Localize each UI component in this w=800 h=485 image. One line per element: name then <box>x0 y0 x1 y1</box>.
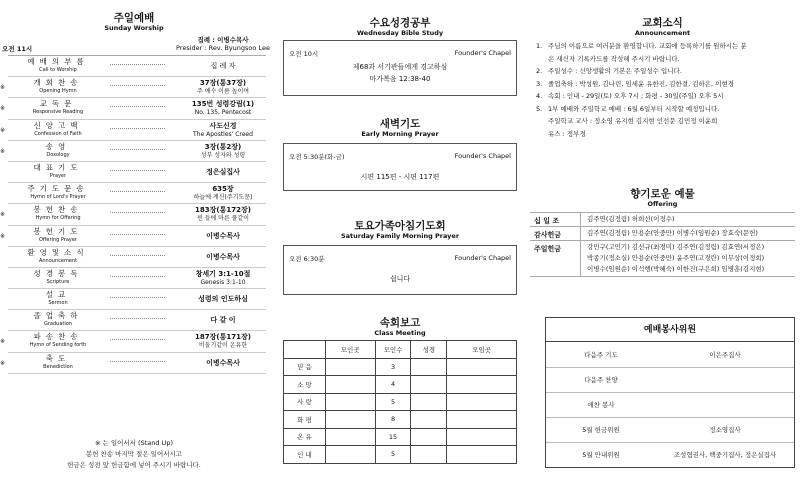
item-name-en: Hymn of Sending forth <box>29 342 87 349</box>
bible-cell <box>411 358 447 376</box>
worship-item <box>8 268 266 289</box>
dotted-leader <box>110 64 165 65</box>
item-name-en: Prayer <box>49 172 67 179</box>
offering-names: 김주연(김정림) 안용순(안중만) 이병수(임원순) 장효숙(문헌) <box>587 229 758 237</box>
item-detail: 빈 들에 마른 풀같이 <box>196 215 250 223</box>
stand-marker: ※ <box>0 211 6 219</box>
table-row <box>284 358 517 376</box>
table-row <box>284 428 517 446</box>
offering-row <box>530 241 795 277</box>
news-text: 속회 : 인내 - 29일(토) 오후 7시 ; 화평 - 30일(주일) 오후 5시 <box>548 92 724 100</box>
stand-marker: ※ <box>0 359 6 367</box>
offering-subtitle: Offering <box>647 200 678 208</box>
count-cell: 3 <box>375 358 411 376</box>
item-name-ko: 예배의부름 <box>27 57 89 66</box>
item-value: 이병수목사 <box>206 252 240 261</box>
worship-item <box>0 141 266 162</box>
dawn-time: 오전 5:30분(화-금) <box>289 153 345 161</box>
meeting-header-cell: 모인곳 <box>325 341 375 359</box>
item-value: 집 례 자 <box>210 62 236 70</box>
dawn-subtitle: Early Morning Prayer <box>361 130 439 138</box>
item-name-en: Call to Worship <box>39 67 77 73</box>
offering-row <box>530 213 795 227</box>
wednesday-time: 오전 10시 <box>289 50 319 58</box>
class-name: 믿 음 <box>284 358 326 376</box>
stand-marker: ※ <box>0 126 6 134</box>
item-value: 창세기 3:1-10절 <box>195 269 251 278</box>
item-name-ko: 파송찬송 <box>33 332 83 342</box>
bible-cell <box>411 428 447 446</box>
duty-name: 다음주 찬양 <box>546 367 656 392</box>
table-row <box>546 442 794 467</box>
bible-cell <box>411 446 447 464</box>
table-row <box>284 393 517 411</box>
item-name-en: Announcement <box>38 257 78 264</box>
place-cell <box>325 411 375 429</box>
item-name-en: Benediction <box>43 363 73 370</box>
dotted-leader <box>110 255 165 256</box>
place-cell <box>325 393 375 411</box>
item-name-ko: 주기도문송 <box>27 184 89 194</box>
place-cell <box>325 358 375 376</box>
offering-note: 봉헌 찬송 마지막 절은 일어서시고 <box>85 450 183 458</box>
item-name-en: Scripture <box>46 278 70 285</box>
stand-up-note: ※ 는 일어서서 (Stand Up) <box>95 439 173 447</box>
dotted-leader <box>110 318 165 319</box>
location-cell <box>447 411 517 429</box>
item-detail: Genesis 3:1-10 <box>200 278 246 286</box>
item-value: 3장(통2장) <box>204 142 242 151</box>
table-row <box>284 446 517 464</box>
item-detail: The Apostles' Creed <box>193 130 253 138</box>
meeting-header-cell: 성경 <box>411 341 447 359</box>
class-name: 인 내 <box>284 446 326 464</box>
presider-en: Presider : Rev. Byungsoo Lee <box>176 44 270 52</box>
worship-item <box>8 162 266 183</box>
item-value: 187장(통171장) <box>195 333 251 342</box>
news-item <box>536 90 794 103</box>
offering-names: 이병수(임원순) 이석행(박혜숙) 이한건(구은희) 임병훈(김지현) <box>587 265 765 273</box>
duty-name: 애찬 봉사 <box>546 392 656 417</box>
worship-item <box>8 310 266 331</box>
item-name-en: Sermon <box>48 300 68 307</box>
item-value: 135번 성령강림(1) <box>191 100 255 109</box>
class-meeting-table <box>283 340 517 464</box>
worship-item <box>0 353 266 374</box>
item-name-en: Doxology <box>46 151 70 158</box>
table-row <box>284 411 517 429</box>
item-name-en: Hymn for Offering <box>35 215 81 222</box>
table-row <box>546 367 794 392</box>
wednesday-subtitle: Wednesday Bible Study <box>356 29 444 37</box>
item-detail: 주 예수 이름 높이여 <box>196 88 250 96</box>
item-name-ko: 대표기도 <box>33 162 83 172</box>
stand-marker: ※ <box>0 105 6 113</box>
news-number: 3. <box>536 79 543 88</box>
item-detail: 비둘기같이 온유한 <box>198 342 248 350</box>
item-detail: 하늘에 계신(주기도문) <box>193 194 253 202</box>
meeting-header-cell: 모임곳 <box>447 341 517 359</box>
offering-box-note: 헌금은 성전 앞 헌금함에 넣어 주시기 바랍니다. <box>67 461 201 469</box>
news-text: 주님의 이름으로 여러분을 환영합니다. 교회에 등록하기를 원하시는 분 <box>548 42 747 50</box>
item-name-ko: 개회찬송 <box>33 78 83 88</box>
count-cell: 8 <box>375 411 411 429</box>
duty-person: 조성협권사, 백중기집사, 정은실집사 <box>656 442 794 467</box>
item-value: 사도신경 <box>209 121 237 130</box>
count-cell: 5 <box>375 446 411 464</box>
item-name-en: Graduation <box>44 321 72 328</box>
saturday-place: Founder's Chapel <box>454 254 511 262</box>
item-value: 성령의 인도하심 <box>198 295 248 304</box>
stand-marker: ※ <box>0 84 6 92</box>
duty-person <box>656 367 794 392</box>
news-item <box>536 53 794 66</box>
stand-marker: ※ <box>0 338 6 346</box>
dotted-leader <box>110 234 165 235</box>
saturday-subtitle: Saturday Family Morning Prayer <box>340 232 460 240</box>
item-value: 37장(통37장) <box>199 79 247 88</box>
table-row <box>546 342 794 367</box>
item-name-ko: 송영 <box>45 141 71 151</box>
item-name-ko: 졸업축하 <box>33 311 83 321</box>
news-number: 1. <box>536 42 543 50</box>
offering-names: 김주연(김정림) 허희선(이정수) <box>587 215 675 223</box>
worship-item <box>8 247 266 268</box>
table-row <box>546 417 794 442</box>
bible-cell <box>411 411 447 429</box>
wednesday-place: Founder's Chapel <box>454 49 511 57</box>
news-subtitle: Announcement <box>634 29 691 37</box>
offering-label: 십 일 조 <box>534 217 560 225</box>
dotted-leader <box>110 149 165 150</box>
offering-row <box>530 227 795 241</box>
duty-name: 다음주 기도 <box>584 350 618 359</box>
worship-item <box>8 56 266 77</box>
worship-item <box>8 289 266 310</box>
dawn-scripture: 시편 115편 - 시편 117편 <box>360 173 440 181</box>
item-value: 이병수목사 <box>206 358 240 367</box>
item-name-en: Responsive Reading <box>32 109 84 116</box>
duty-name: 5월 안내위원 <box>546 442 656 467</box>
wednesday-scripture: 마가복음 12:38-40 <box>369 75 431 83</box>
news-item <box>536 128 794 141</box>
dotted-leader <box>110 297 165 298</box>
duty-person <box>656 392 794 417</box>
location-cell <box>447 446 517 464</box>
meeting-title: 속회보고 <box>379 317 421 329</box>
stand-marker: ※ <box>0 232 6 240</box>
place-cell <box>325 376 375 394</box>
table-row <box>284 376 517 394</box>
class-name: 화 평 <box>284 411 326 429</box>
dotted-leader <box>110 170 165 171</box>
wednesday-title: 수요성경공부 <box>369 17 431 29</box>
worship-footnote <box>0 438 268 471</box>
duty-person: 이은주집사 <box>709 350 741 359</box>
item-name-ko: 신앙고백 <box>33 120 83 130</box>
dotted-leader <box>110 212 165 213</box>
place-cell <box>325 428 375 446</box>
dotted-leader <box>110 128 165 129</box>
dotted-leader <box>110 361 165 362</box>
worship-item <box>0 98 266 119</box>
offering-list <box>530 212 795 277</box>
news-text: 은 새신자 기록카드를 작성해 주시기 바랍니다. <box>548 54 680 63</box>
meeting-header-cell: 모인수 <box>375 341 411 359</box>
location-cell <box>447 376 517 394</box>
item-value: 183장(통172장) <box>195 206 251 215</box>
bible-cell <box>411 376 447 394</box>
dawn-title: 새벽기도 <box>379 118 421 130</box>
news-number: 4. <box>536 92 543 100</box>
news-list <box>536 40 794 140</box>
count-cell: 4 <box>375 376 411 394</box>
bible-cell <box>411 393 447 411</box>
news-item <box>536 78 794 91</box>
dotted-leader <box>110 276 165 277</box>
item-detail: 성부 성자와 성령 <box>200 151 246 159</box>
news-number: 2. <box>536 67 543 75</box>
location-cell <box>447 393 517 411</box>
place-cell <box>325 446 375 464</box>
news-number: 5. <box>536 104 543 113</box>
presider-ko: 집례 : 이병수목사 <box>197 36 249 44</box>
dotted-leader <box>110 106 165 107</box>
item-name-ko: 봉헌기도 <box>33 226 83 236</box>
news-text: 주일학교 교사 : 정소영 유지현 김지현 인선문 김민정 이윤희 <box>548 117 718 125</box>
duty-name: 5월 헌금위원 <box>546 417 656 442</box>
item-name-ko: 봉헌찬송 <box>33 205 83 215</box>
worship-time: 오전 11시 <box>2 45 33 53</box>
location-cell <box>447 428 517 446</box>
news-text: 졸업축하 : 박성원, 김나린, 임세윤 유한진, 김한결, 김하은, 이현경 <box>548 79 735 88</box>
offering-names: 강민구(고민기) 김선규(최경미) 김주연(김정림) 김효연(서정은) <box>587 243 765 251</box>
item-value: 정은실집사 <box>206 167 240 176</box>
count-cell: 5 <box>375 393 411 411</box>
offering-label: 감사헌금 <box>534 231 562 239</box>
worship-title: 주일예배 <box>113 12 155 24</box>
item-detail: No. 135, Pentecost <box>194 109 252 117</box>
meeting-header-cell <box>284 341 326 359</box>
duty-person: 정소영집사 <box>656 417 794 442</box>
offering-title: 향기로운 예물 <box>630 188 695 200</box>
item-name-en: Hymn of Lord's Prayer <box>30 194 86 201</box>
worship-subtitle: Sunday Worship <box>104 24 164 32</box>
news-text: 유스 : 정부경 <box>548 129 586 138</box>
service-committee <box>545 317 795 468</box>
item-name-ko: 설교 <box>45 290 71 300</box>
news-text: 주일성수 : 신앙생활의 기본은 주일성수 입니다. <box>548 67 682 75</box>
news-item <box>536 40 794 53</box>
worship-item <box>0 120 266 141</box>
dawn-box <box>283 143 517 191</box>
news-item <box>536 103 794 116</box>
item-name-ko: 축도 <box>45 353 71 363</box>
worship-item <box>8 183 266 204</box>
news-item <box>536 115 794 128</box>
table-row <box>546 392 794 417</box>
item-name-en: Offering Prayer <box>39 236 77 243</box>
class-name: 소 망 <box>284 376 326 394</box>
worship-item <box>0 226 266 247</box>
saturday-title: 토요가족아침기도회 <box>354 220 446 232</box>
class-name: 사 랑 <box>284 393 326 411</box>
dotted-leader <box>110 85 165 86</box>
dawn-place: Founder's Chapel <box>454 152 511 160</box>
worship-item <box>0 204 266 225</box>
item-name-ko: 환영및소식 <box>27 247 89 257</box>
item-name-en: Confession of Faith <box>34 130 82 137</box>
news-title: 교회소식 <box>642 17 683 29</box>
news-item <box>536 65 794 78</box>
count-cell: 15 <box>375 428 411 446</box>
item-name-ko: 교독문 <box>39 99 77 109</box>
item-value: 635장 <box>212 185 234 194</box>
offering-label: 주일헌금 <box>534 245 562 253</box>
stand-marker: ※ <box>0 147 6 155</box>
saturday-box <box>283 245 517 295</box>
item-value: 다 같 이 <box>210 316 236 325</box>
item-value: 이병수목사 <box>206 231 240 240</box>
wednesday-lesson: 제68과 서기관들에게 경고하심 <box>352 63 448 71</box>
offering-names: 박종기(정소실) 안용순(안중만) 윤주연(고경란) 이무상(이정희) <box>587 254 765 262</box>
order-of-worship <box>0 55 266 374</box>
location-cell <box>447 358 517 376</box>
class-name: 온 유 <box>284 428 326 446</box>
item-name-en: Opening Hymn <box>39 88 77 95</box>
item-name-ko: 성경봉독 <box>33 268 83 278</box>
dotted-leader <box>110 191 165 192</box>
dotted-leader <box>110 339 165 340</box>
news-text: 1부 예배와 주일학교 예배 : 6월 6일부터 시작할 예정입니다. <box>548 104 720 113</box>
wednesday-box <box>283 40 517 96</box>
saturday-time: 오전 6:30분 <box>289 255 325 263</box>
worship-item <box>0 77 266 98</box>
meeting-subtitle: Class Meeting <box>374 329 426 337</box>
service-title: 예배봉사위원 <box>546 318 794 342</box>
saturday-status: 쉽니다 <box>389 275 411 283</box>
worship-item <box>0 331 266 352</box>
